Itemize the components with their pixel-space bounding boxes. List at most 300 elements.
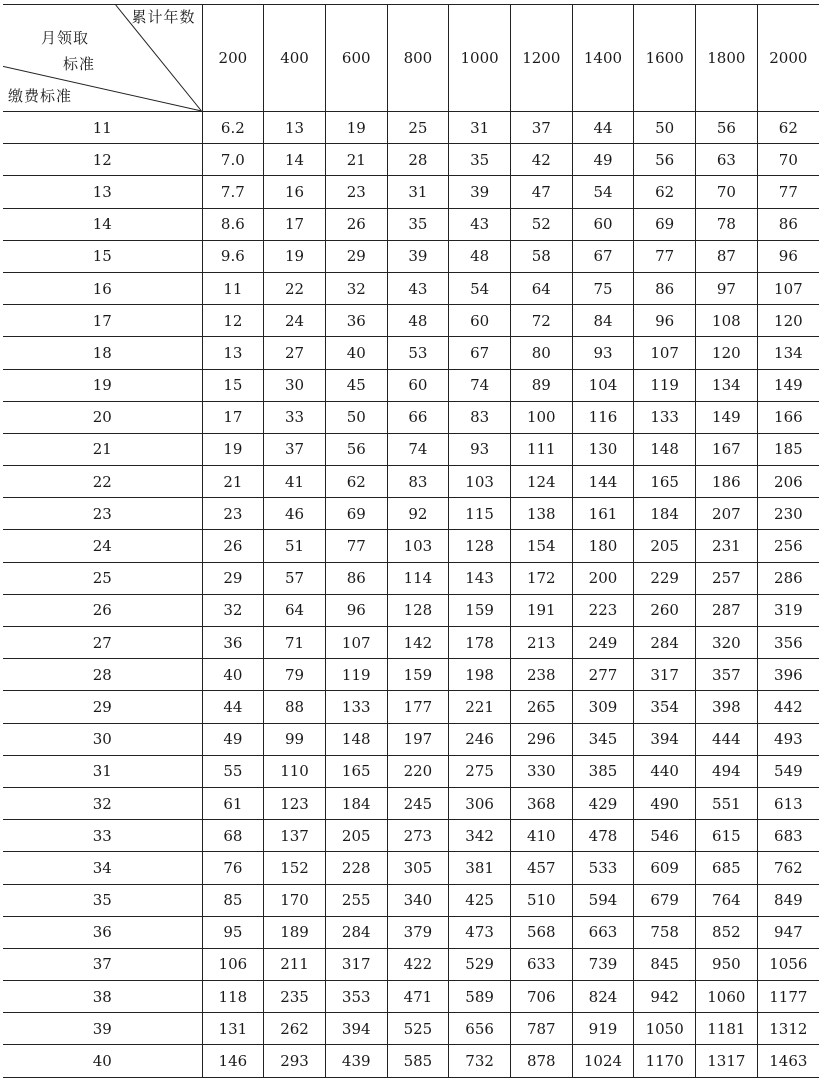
table-cell: 609 (634, 852, 696, 884)
table-cell: 262 (264, 1013, 326, 1045)
table-cell: 96 (757, 240, 819, 272)
table-row (3, 466, 819, 498)
table-cell: 585 (387, 1045, 449, 1077)
table-cell: 205 (325, 820, 387, 852)
table-row (3, 659, 819, 691)
table-cell: 213 (510, 627, 572, 659)
table-cell: 170 (264, 884, 326, 916)
table-cell: 1177 (757, 981, 819, 1013)
table-row (3, 305, 819, 337)
table-cell: 78 (696, 208, 758, 240)
table-cell: 7.7 (202, 176, 264, 208)
table-cell: 17 (264, 208, 326, 240)
table-cell: 287 (696, 594, 758, 626)
table-cell: 330 (510, 755, 572, 787)
table-cell: 398 (696, 691, 758, 723)
table-cell: 48 (449, 240, 511, 272)
table-cell: 55 (202, 755, 264, 787)
row-header: 32 (3, 787, 202, 819)
table-cell: 23 (325, 176, 387, 208)
table-cell: 93 (449, 433, 511, 465)
table-cell: 99 (264, 723, 326, 755)
table-cell: 231 (696, 530, 758, 562)
table-cell: 220 (387, 755, 449, 787)
row-header: 15 (3, 240, 202, 272)
table-cell: 142 (387, 627, 449, 659)
table-cell: 178 (449, 627, 511, 659)
table-cell: 131 (202, 1013, 264, 1045)
table-cell: 35 (387, 208, 449, 240)
table-cell: 67 (449, 337, 511, 369)
row-header: 14 (3, 208, 202, 240)
table-cell: 16 (264, 176, 326, 208)
table-cell: 49 (202, 723, 264, 755)
row-header: 31 (3, 755, 202, 787)
table-cell: 845 (634, 948, 696, 980)
table-cell: 19 (202, 433, 264, 465)
row-header: 35 (3, 884, 202, 916)
table-cell: 1312 (757, 1013, 819, 1045)
table-cell: 849 (757, 884, 819, 916)
table-cell: 14 (264, 144, 326, 176)
table-body (3, 112, 819, 1078)
row-header: 24 (3, 530, 202, 562)
table-row (3, 562, 819, 594)
table-cell: 284 (634, 627, 696, 659)
row-header: 34 (3, 852, 202, 884)
table-cell: 353 (325, 981, 387, 1013)
table-cell: 51 (264, 530, 326, 562)
table-cell: 56 (696, 112, 758, 144)
table-cell: 130 (572, 433, 634, 465)
table-cell: 40 (202, 659, 264, 691)
table-cell: 104 (572, 369, 634, 401)
table-cell: 340 (387, 884, 449, 916)
table-cell: 762 (757, 852, 819, 884)
table-cell: 61 (202, 787, 264, 819)
row-header: 17 (3, 305, 202, 337)
table-cell: 1463 (757, 1045, 819, 1077)
row-header: 18 (3, 337, 202, 369)
table-cell: 296 (510, 723, 572, 755)
table-cell: 154 (510, 530, 572, 562)
table-cell: 26 (202, 530, 264, 562)
table-cell: 64 (510, 272, 572, 304)
table-cell: 7.0 (202, 144, 264, 176)
table-cell: 191 (510, 594, 572, 626)
row-header: 28 (3, 659, 202, 691)
table-cell: 83 (387, 466, 449, 498)
table-cell: 758 (634, 916, 696, 948)
table-cell: 685 (696, 852, 758, 884)
table-cell: 207 (696, 498, 758, 530)
table-cell: 235 (264, 981, 326, 1013)
table-cell: 385 (572, 755, 634, 787)
table-cell: 70 (757, 144, 819, 176)
table-cell: 22 (264, 272, 326, 304)
table-cell: 74 (449, 369, 511, 401)
table-cell: 198 (449, 659, 511, 691)
table-cell: 50 (325, 401, 387, 433)
table-cell: 1060 (696, 981, 758, 1013)
table-cell: 42 (510, 144, 572, 176)
table-cell: 1024 (572, 1045, 634, 1077)
table-cell: 75 (572, 272, 634, 304)
table-cell: 134 (696, 369, 758, 401)
table-cell: 108 (696, 305, 758, 337)
table-cell: 320 (696, 627, 758, 659)
table-cell: 319 (757, 594, 819, 626)
table-cell: 1170 (634, 1045, 696, 1077)
table-cell: 120 (696, 337, 758, 369)
table-cell: 123 (264, 787, 326, 819)
table-cell: 439 (325, 1045, 387, 1077)
corner-label-payment: 缴费标准 (8, 87, 73, 105)
table-cell: 46 (264, 498, 326, 530)
table-row (3, 240, 819, 272)
table-cell: 394 (634, 723, 696, 755)
table-cell: 379 (387, 916, 449, 948)
table-cell: 246 (449, 723, 511, 755)
table-cell: 32 (202, 594, 264, 626)
table-cell: 54 (572, 176, 634, 208)
table-cell: 177 (387, 691, 449, 723)
table-cell: 44 (572, 112, 634, 144)
table-cell: 77 (757, 176, 819, 208)
table-cell: 54 (449, 272, 511, 304)
table-cell: 493 (757, 723, 819, 755)
table-cell: 86 (757, 208, 819, 240)
table-cell: 317 (325, 948, 387, 980)
table-row (3, 755, 819, 787)
table-cell: 144 (572, 466, 634, 498)
table-cell: 49 (572, 144, 634, 176)
table-cell: 85 (202, 884, 264, 916)
corner-label-monthly: 月领取 (41, 29, 90, 47)
column-header: 400 (264, 5, 326, 112)
table-cell: 48 (387, 305, 449, 337)
table-cell: 114 (387, 562, 449, 594)
table-row (3, 498, 819, 530)
row-header: 12 (3, 144, 202, 176)
table-cell: 197 (387, 723, 449, 755)
table-cell: 35 (449, 144, 511, 176)
table-cell: 510 (510, 884, 572, 916)
table-cell: 12 (202, 305, 264, 337)
table-cell: 950 (696, 948, 758, 980)
table-cell: 97 (696, 272, 758, 304)
row-header: 27 (3, 627, 202, 659)
table-cell: 422 (387, 948, 449, 980)
table-cell: 613 (757, 787, 819, 819)
table-row (3, 530, 819, 562)
row-header: 16 (3, 272, 202, 304)
table-cell: 88 (264, 691, 326, 723)
table-row (3, 981, 819, 1013)
table-cell: 83 (449, 401, 511, 433)
table-cell: 186 (696, 466, 758, 498)
table-cell: 37 (264, 433, 326, 465)
table-cell: 787 (510, 1013, 572, 1045)
table-cell: 457 (510, 852, 572, 884)
table-cell: 273 (387, 820, 449, 852)
column-header: 1800 (696, 5, 758, 112)
table-cell: 1050 (634, 1013, 696, 1045)
table-cell: 706 (510, 981, 572, 1013)
table-cell: 146 (202, 1045, 264, 1077)
table-row (3, 144, 819, 176)
table-cell: 93 (572, 337, 634, 369)
row-header: 25 (3, 562, 202, 594)
table-row (3, 401, 819, 433)
table-cell: 410 (510, 820, 572, 852)
table-cell: 589 (449, 981, 511, 1013)
table-cell: 442 (757, 691, 819, 723)
table-cell: 228 (325, 852, 387, 884)
table-cell: 852 (696, 916, 758, 948)
table-cell: 119 (634, 369, 696, 401)
column-header: 1600 (634, 5, 696, 112)
table-cell: 309 (572, 691, 634, 723)
table-cell: 31 (449, 112, 511, 144)
table-cell: 30 (264, 369, 326, 401)
table-cell: 95 (202, 916, 264, 948)
table-cell: 381 (449, 852, 511, 884)
table-cell: 60 (387, 369, 449, 401)
table-cell: 478 (572, 820, 634, 852)
table-cell: 11 (202, 272, 264, 304)
table-cell: 39 (387, 240, 449, 272)
table-cell: 396 (757, 659, 819, 691)
table-cell: 286 (757, 562, 819, 594)
table-cell: 115 (449, 498, 511, 530)
table-cell: 345 (572, 723, 634, 755)
table-cell: 260 (634, 594, 696, 626)
table-cell: 440 (634, 755, 696, 787)
table-cell: 133 (325, 691, 387, 723)
table-cell: 525 (387, 1013, 449, 1045)
table-cell: 284 (325, 916, 387, 948)
header-row (3, 5, 819, 112)
table-cell: 74 (387, 433, 449, 465)
column-header: 2000 (757, 5, 819, 112)
table-cell: 33 (264, 401, 326, 433)
table-cell: 149 (696, 401, 758, 433)
table-cell: 17 (202, 401, 264, 433)
table-cell: 368 (510, 787, 572, 819)
table-cell: 96 (634, 305, 696, 337)
table-cell: 633 (510, 948, 572, 980)
table-cell: 551 (696, 787, 758, 819)
table-cell: 546 (634, 820, 696, 852)
table-cell: 211 (264, 948, 326, 980)
table-cell: 529 (449, 948, 511, 980)
row-header: 21 (3, 433, 202, 465)
table-cell: 148 (634, 433, 696, 465)
table-row (3, 787, 819, 819)
table-cell: 44 (202, 691, 264, 723)
table-cell: 357 (696, 659, 758, 691)
table-cell: 354 (634, 691, 696, 723)
corner-label-standard: 标准 (63, 55, 96, 73)
table-cell: 143 (449, 562, 511, 594)
table-cell: 317 (634, 659, 696, 691)
table-cell: 21 (202, 466, 264, 498)
table-cell: 947 (757, 916, 819, 948)
table-cell: 107 (757, 272, 819, 304)
table-cell: 43 (449, 208, 511, 240)
table-cell: 45 (325, 369, 387, 401)
row-header: 38 (3, 981, 202, 1013)
table-cell: 942 (634, 981, 696, 1013)
table-cell: 79 (264, 659, 326, 691)
table-cell: 27 (264, 337, 326, 369)
table-cell: 96 (325, 594, 387, 626)
table-cell: 245 (387, 787, 449, 819)
row-header: 11 (3, 112, 202, 144)
table-cell: 878 (510, 1045, 572, 1077)
table-cell: 128 (449, 530, 511, 562)
table-cell: 306 (449, 787, 511, 819)
table-row (3, 916, 819, 948)
table-cell: 394 (325, 1013, 387, 1045)
table-cell: 68 (202, 820, 264, 852)
table-cell: 110 (264, 755, 326, 787)
row-header: 13 (3, 176, 202, 208)
row-header: 40 (3, 1045, 202, 1077)
table-cell: 471 (387, 981, 449, 1013)
table-cell: 92 (387, 498, 449, 530)
table-cell: 425 (449, 884, 511, 916)
table-cell: 69 (634, 208, 696, 240)
table-cell: 1181 (696, 1013, 758, 1045)
table-cell: 533 (572, 852, 634, 884)
table-cell: 103 (387, 530, 449, 562)
table-cell: 494 (696, 755, 758, 787)
table-cell: 63 (696, 144, 758, 176)
table-cell: 221 (449, 691, 511, 723)
table-cell: 36 (202, 627, 264, 659)
table-cell: 679 (634, 884, 696, 916)
table-cell: 124 (510, 466, 572, 498)
table-cell: 76 (202, 852, 264, 884)
table-cell: 89 (510, 369, 572, 401)
table-cell: 29 (325, 240, 387, 272)
column-header: 1200 (510, 5, 572, 112)
table-cell: 80 (510, 337, 572, 369)
table-cell: 172 (510, 562, 572, 594)
table-cell: 238 (510, 659, 572, 691)
table-cell: 739 (572, 948, 634, 980)
column-header: 800 (387, 5, 449, 112)
table-row (3, 691, 819, 723)
row-header: 37 (3, 948, 202, 980)
table-cell: 67 (572, 240, 634, 272)
table-cell: 249 (572, 627, 634, 659)
table-cell: 118 (202, 981, 264, 1013)
table-cell: 62 (325, 466, 387, 498)
table-cell: 185 (757, 433, 819, 465)
table-cell: 60 (572, 208, 634, 240)
table-cell: 152 (264, 852, 326, 884)
table-cell: 106 (202, 948, 264, 980)
table-cell: 356 (757, 627, 819, 659)
table-cell: 52 (510, 208, 572, 240)
table-cell: 41 (264, 466, 326, 498)
table-cell: 444 (696, 723, 758, 755)
table-cell: 149 (757, 369, 819, 401)
table-cell: 23 (202, 498, 264, 530)
table-cell: 71 (264, 627, 326, 659)
table-row (3, 627, 819, 659)
table-cell: 13 (264, 112, 326, 144)
table-cell: 133 (634, 401, 696, 433)
corner-header-cell (3, 5, 202, 112)
table-cell: 6.2 (202, 112, 264, 144)
table-cell: 19 (325, 112, 387, 144)
table-cell: 824 (572, 981, 634, 1013)
table-cell: 56 (634, 144, 696, 176)
table-cell: 293 (264, 1045, 326, 1077)
table-cell: 180 (572, 530, 634, 562)
table-cell: 265 (510, 691, 572, 723)
table-cell: 100 (510, 401, 572, 433)
table-cell: 159 (387, 659, 449, 691)
table-cell: 86 (634, 272, 696, 304)
pension-table (3, 4, 819, 1078)
table-cell: 21 (325, 144, 387, 176)
table-cell: 257 (696, 562, 758, 594)
table-cell: 919 (572, 1013, 634, 1045)
table-cell: 275 (449, 755, 511, 787)
table-cell: 134 (757, 337, 819, 369)
table-cell: 342 (449, 820, 511, 852)
table-cell: 50 (634, 112, 696, 144)
table-cell: 120 (757, 305, 819, 337)
table-cell: 161 (572, 498, 634, 530)
table-cell: 62 (634, 176, 696, 208)
table-cell: 165 (634, 466, 696, 498)
table-cell: 64 (264, 594, 326, 626)
table-cell: 62 (757, 112, 819, 144)
table-cell: 138 (510, 498, 572, 530)
table-cell: 549 (757, 755, 819, 787)
table-cell: 165 (325, 755, 387, 787)
row-header: 20 (3, 401, 202, 433)
table-row (3, 176, 819, 208)
table-cell: 128 (387, 594, 449, 626)
table-row (3, 594, 819, 626)
table-cell: 32 (325, 272, 387, 304)
table-cell: 69 (325, 498, 387, 530)
row-header: 19 (3, 369, 202, 401)
table-cell: 256 (757, 530, 819, 562)
table-cell: 663 (572, 916, 634, 948)
table-row (3, 852, 819, 884)
column-header: 200 (202, 5, 264, 112)
table-cell: 1056 (757, 948, 819, 980)
table-cell: 119 (325, 659, 387, 691)
table-cell: 568 (510, 916, 572, 948)
table-row (3, 1045, 819, 1077)
table-cell: 36 (325, 305, 387, 337)
table-row (3, 433, 819, 465)
table-cell: 189 (264, 916, 326, 948)
table-cell: 1317 (696, 1045, 758, 1077)
row-header: 23 (3, 498, 202, 530)
table-cell: 116 (572, 401, 634, 433)
table-row (3, 112, 819, 144)
